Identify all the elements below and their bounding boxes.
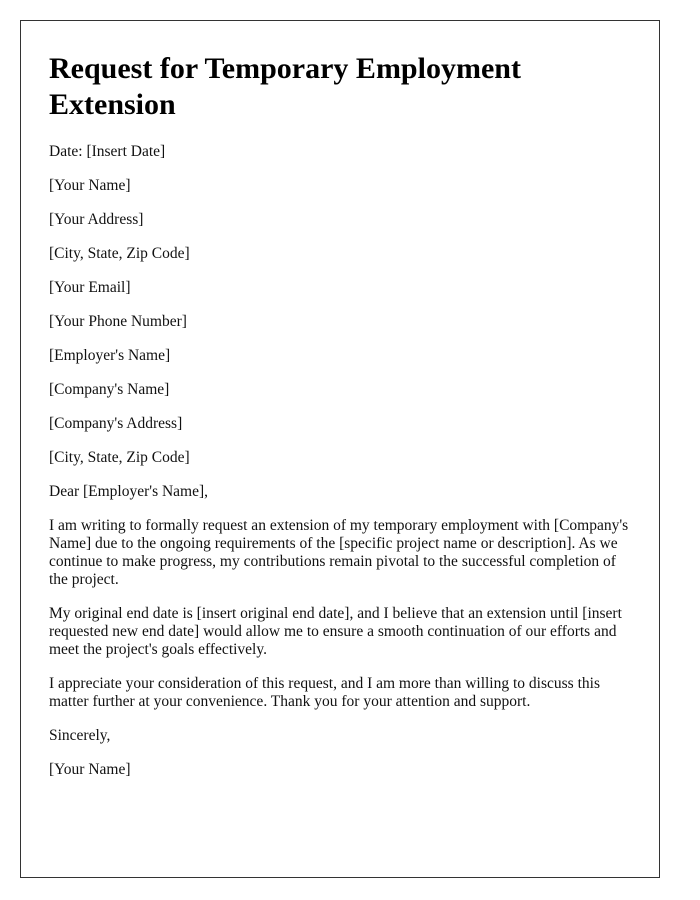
body-paragraph-2: My original end date is [insert original end date], and I believe that an extension until [insert requested new end date] would allow me to ensure a smooth continuation of our efforts and meet the project's goals effectively. <box>49 605 622 658</box>
closing: Sincerely, <box>49 727 111 744</box>
sender-email: [Your Email] <box>49 279 131 296</box>
sender-city-state-zip: [City, State, Zip Code] <box>49 245 190 262</box>
recipient-city-state-zip: [City, State, Zip Code] <box>49 449 190 466</box>
sender-address: [Your Address] <box>49 211 144 228</box>
body-paragraph-3: I appreciate your consideration of this request, and I am more than willing to discuss this matter further at your convenience. Thank you for your attention and support. <box>49 675 600 710</box>
recipient-company-address: [Company's Address] <box>49 415 183 432</box>
signature-name: [Your Name] <box>49 761 131 778</box>
sender-phone: [Your Phone Number] <box>49 313 187 330</box>
recipient-company-name: [Company's Name] <box>49 381 170 398</box>
date-line: Date: [Insert Date] <box>49 143 166 160</box>
recipient-employer-name: [Employer's Name] <box>49 347 171 364</box>
body-paragraph-1: I am writing to formally request an extension of my temporary employment with [Company's Name] due to the ongoing requirements of the [specific project name or description]. As we continue to make progress, my contributions remain pivotal to the successful completion of the project. <box>49 517 629 588</box>
sender-name: [Your Name] <box>49 177 131 194</box>
letter-title: Request for Temporary Employment Extension <box>49 52 521 121</box>
salutation: Dear [Employer's Name], <box>49 483 209 500</box>
letter-page <box>20 20 660 878</box>
